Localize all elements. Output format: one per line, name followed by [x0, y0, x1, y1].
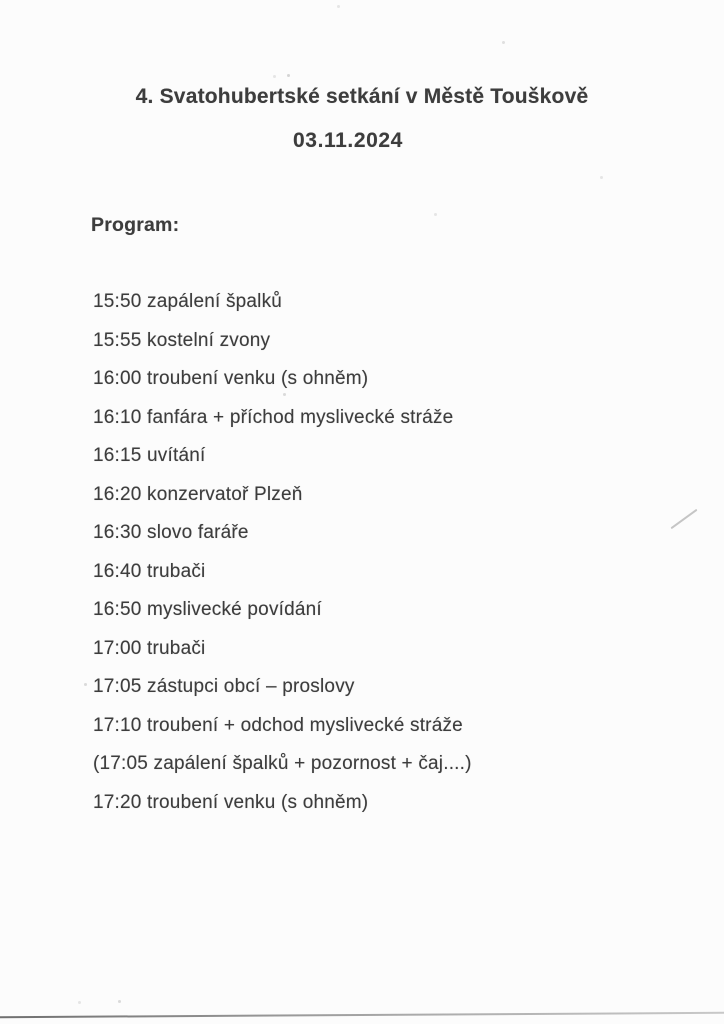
program-line: 17:20 troubení venku (s ohněm)	[93, 791, 369, 813]
program-line: 16:40 trubači	[93, 560, 206, 582]
scan-speck	[502, 41, 505, 44]
scan-speck	[273, 75, 276, 78]
program-line: 16:50 myslivecké povídání	[93, 599, 322, 620]
scan-edge-line	[0, 1012, 724, 1018]
program-line: 16:10 fanfára + příchod myslivecké stráže	[93, 406, 454, 428]
scan-speck	[337, 5, 340, 8]
scan-speck	[78, 1001, 81, 1004]
scan-speck	[283, 393, 286, 396]
scan-slash-artifact	[670, 509, 697, 529]
program-line: 17:05 zástupci obcí – proslovy	[93, 676, 355, 697]
program-line: 16:30 slovo faráře	[93, 522, 249, 543]
program-line: 16:15 uvítání	[93, 445, 206, 466]
program-heading: Program:	[91, 214, 180, 236]
scan-speck	[600, 176, 603, 179]
event-date: 03.11.2024	[293, 129, 403, 152]
scan-speck	[434, 213, 437, 216]
program-line: 17:00 trubači	[93, 637, 206, 659]
program-line: 15:50 zapálení špalků	[93, 291, 283, 312]
program-line: 16:20 konzervatoř Plzeň	[93, 483, 303, 505]
page-title: 4. Svatohubertské setkání v Městě Touškově	[135, 85, 589, 108]
program-line: 16:00 troubení venku (s ohněm)	[93, 368, 369, 389]
scan-speck	[287, 74, 290, 77]
scan-speck	[84, 683, 87, 686]
program-list	[93, 283, 653, 822]
program-line: 15:55 kostelní zvony	[93, 329, 271, 351]
scan-speck	[118, 1000, 121, 1003]
program-line: 17:10 troubení + odchod myslivecké stráže	[93, 714, 463, 736]
program-line: (17:05 zapálení špalků + pozornost + čaj....)	[93, 753, 472, 774]
